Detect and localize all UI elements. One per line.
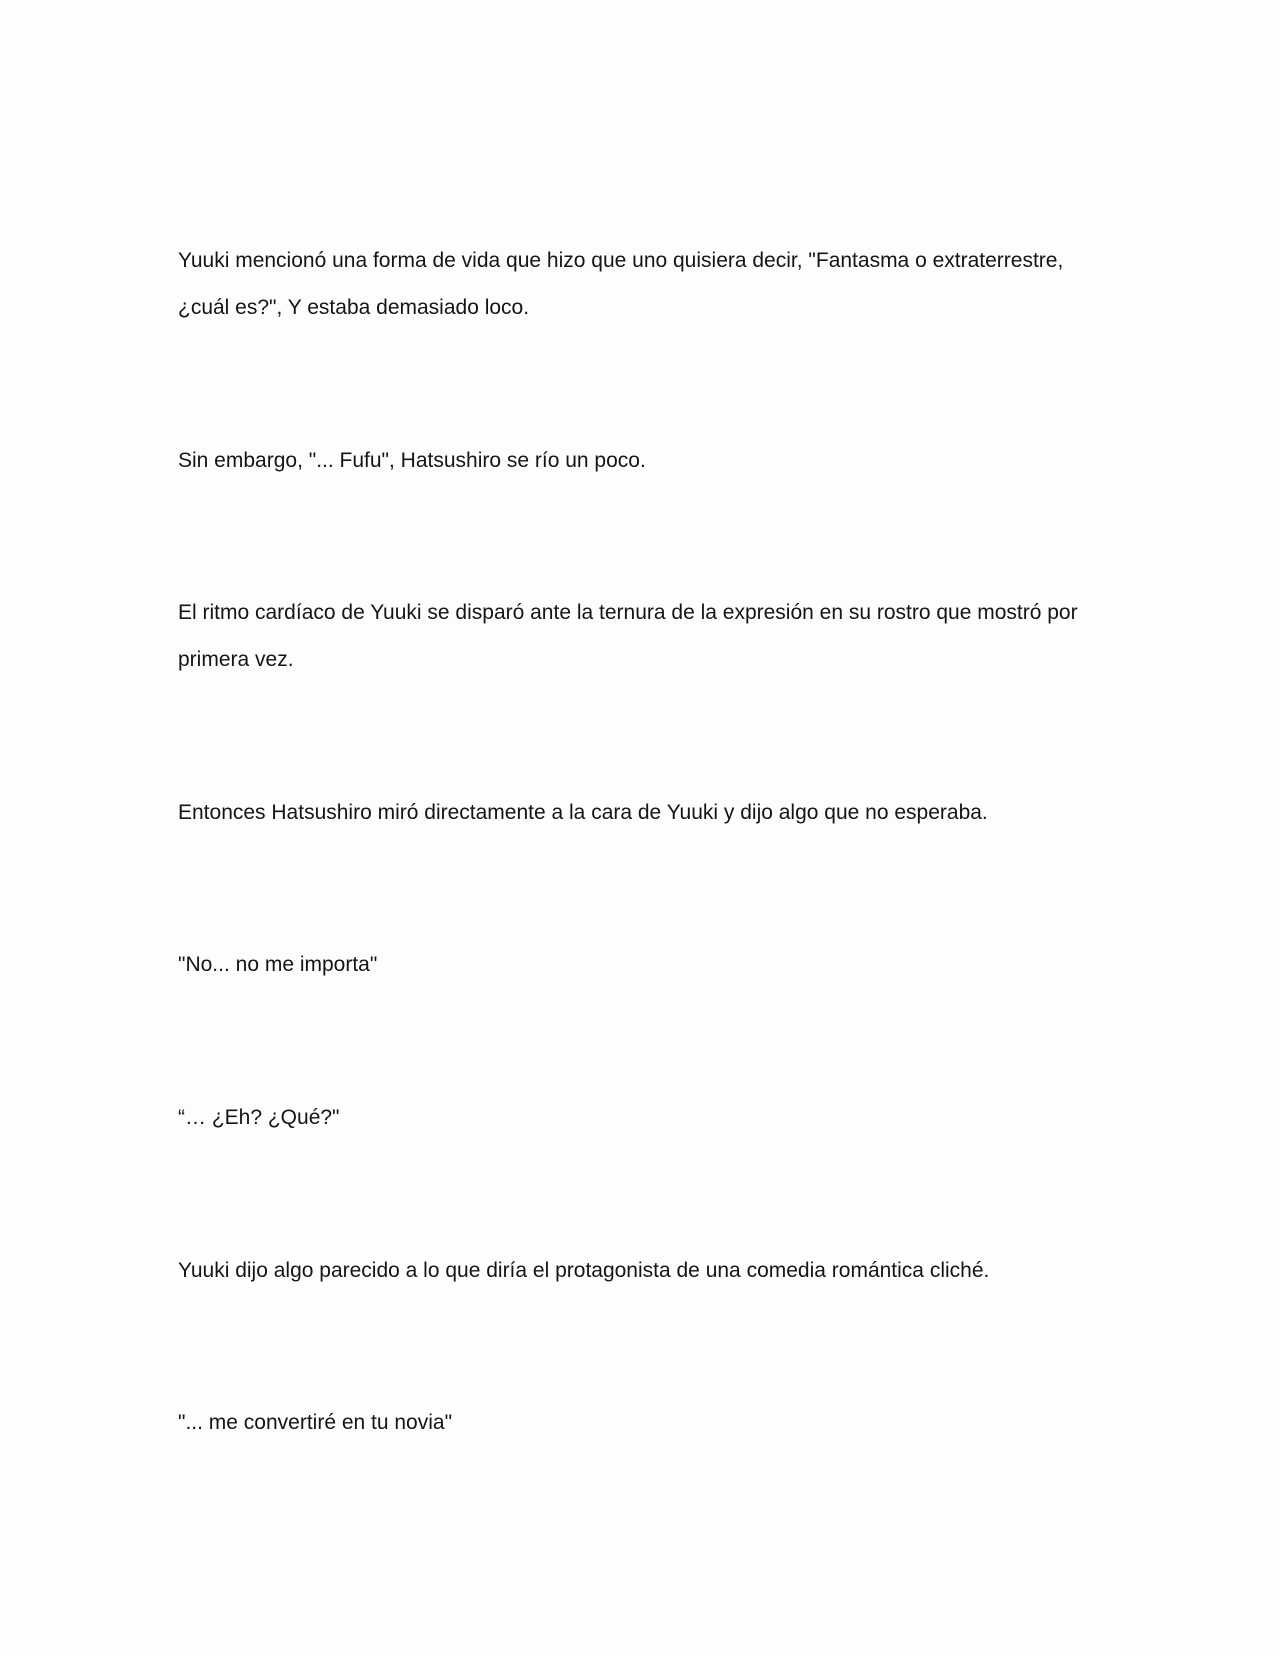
paragraph-2 [178,437,1098,484]
paragraph-4 [178,789,1098,836]
paragraph-line: "No... no me importa" [178,953,378,976]
paragraph-line: ¿cuál es?", Y estaba demasiado loco. [178,296,530,319]
paragraph-line: El ritmo cardíaco de Yuuki se disparó ante la ternura de la expresión en su rostro que mostró por [178,601,1078,624]
paragraph-line: “… ¿Eh? ¿Qué?" [178,1106,340,1129]
paragraph-6 [178,1094,1098,1141]
paragraph-8 [178,1399,1098,1446]
paragraph-line: Entonces Hatsushiro miró directamente a la cara de Yuuki y dijo algo que no esperaba. [178,801,988,824]
paragraph-5 [178,941,1098,988]
paragraph-line: primera vez. [178,648,294,671]
paragraph-line: Sin embargo, "... Fufu", Hatsushiro se río un poco. [178,449,646,472]
paragraph-line: Yuuki mencionó una forma de vida que hizo que uno quisiera decir, "Fantasma o extraterrestre, [178,249,1064,272]
paragraph-7 [178,1247,1098,1294]
paragraph-line: "... me convertiré en tu novia" [178,1411,453,1434]
paragraph-3 [178,589,1098,683]
paragraph-1 [178,237,1098,331]
paragraph-line: Yuuki dijo algo parecido a lo que diría el protagonista de una comedia romántica cliché. [178,1259,990,1282]
